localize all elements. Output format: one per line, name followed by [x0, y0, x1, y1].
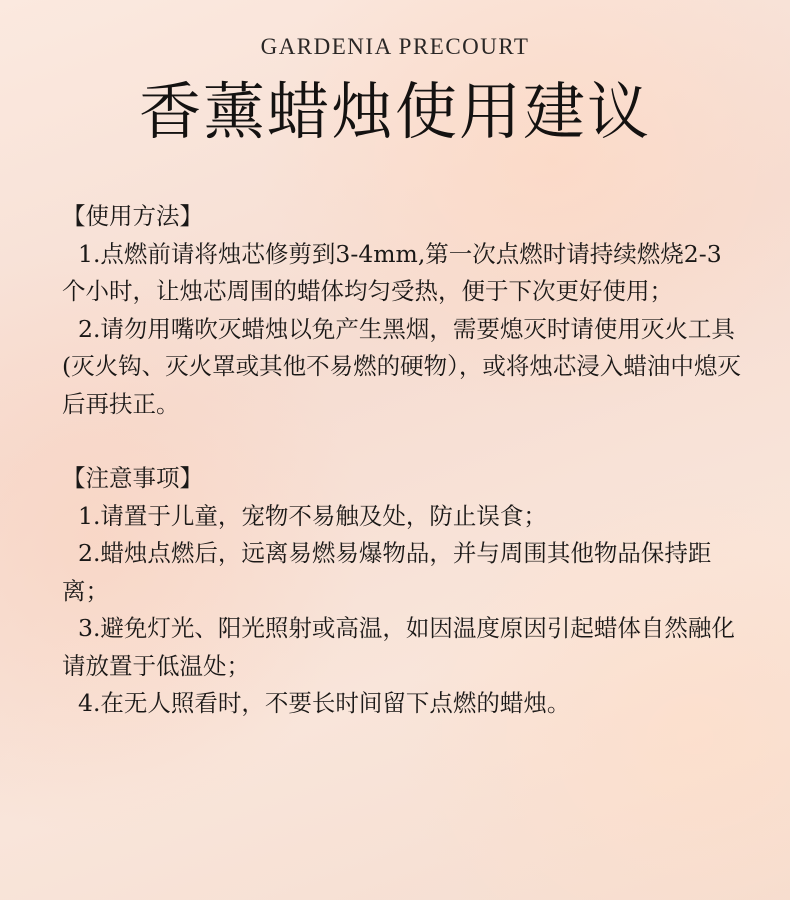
usage-section — [62, 198, 742, 423]
page-title: 香薰蜡烛使用建议 — [138, 75, 651, 148]
caution-item-2: 2.蜡烛点燃后，远离易燃易爆物品，并与周围其他物品保持距离； — [62, 539, 712, 605]
caution-item-1: 1.请置于儿童，宠物不易触及处，防止误食； — [78, 501, 547, 530]
instructions-body — [62, 198, 742, 723]
caution-heading: 【注意事项】 — [62, 464, 203, 492]
usage-item-2: 2.请勿用嘴吹灭蜡烛以免产生黑烟，需要熄灭时请使用灭火工具(灭火钩、灭火罩或其他不易燃的硬物），或将烛芯浸入蜡油中熄灭后再扶正。 — [62, 314, 741, 418]
usage-item-1: 1.点燃前请将烛芯修剪到3-4mm,第一次点燃时请持续燃烧2-3个小时，让烛芯周围的蜡体均匀受热，便于下次更好使用； — [62, 239, 722, 305]
caution-item-4: 4.在无人照看时，不要长时间留下点燃的蜡烛。 — [78, 689, 571, 717]
brand-name: GARDENIA PRECOURT — [260, 34, 530, 59]
usage-heading: 【使用方法】 — [62, 202, 203, 230]
caution-section — [62, 460, 742, 723]
caution-item-3: 3.避免灯光、阳光照射或高温，如因温度原因引起蜡体自然融化请放置于低温处； — [62, 614, 735, 680]
